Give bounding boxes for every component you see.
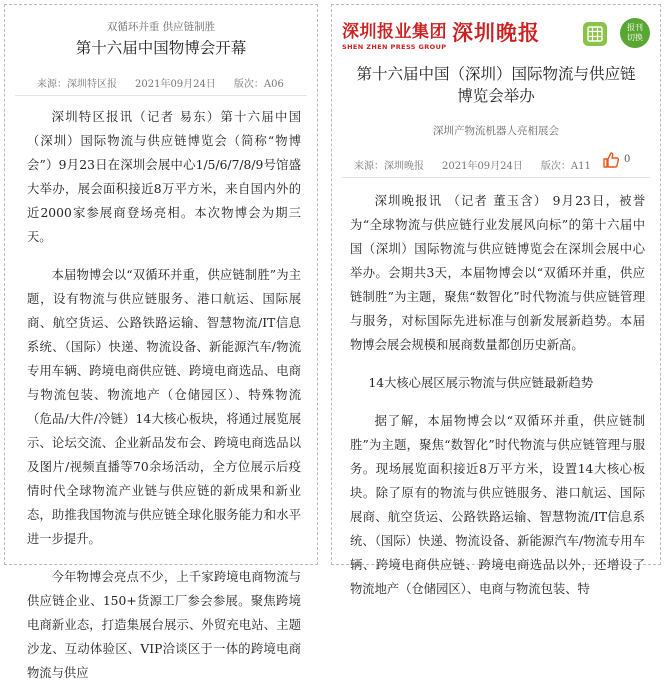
press-group-english: SHEN ZHEN PRESS GROUP (342, 43, 447, 51)
meta-page: 版次：A11 (540, 161, 591, 172)
article-subtitle: 深圳产物流机器人亮相展会 (433, 125, 559, 137)
section-heading: 14大核心展区展示物流与供应链最新趋势 (368, 376, 594, 390)
article-meta (37, 75, 302, 90)
thumbs-up-icon[interactable] (602, 151, 620, 173)
like-count: 0 (624, 154, 631, 165)
article-body (27, 105, 301, 699)
article-subtitle: 双循环并重 供应链制胜 (106, 21, 216, 33)
newspaper-masthead (342, 17, 447, 51)
paragraph: 据了解，本届物博会以“双循环并重，供应链制胜”为主题，聚焦“数智化”时代物流与供应链管理与服务。现场展览面积接近8万平方米，设置14大核心板块。除了原有的物流与供应链服务、港口航运、国际展商、航空货运、公路铁路运输、智慧物流/IT信息系统、（国际）快递、物流设备、新能源汽车/物流专用车辆、跨境电商供应链、跨境电商选品以外，还增设了物流地产（仓储园区）、电商与物流包装、特 (350, 414, 645, 596)
title-line: 第十六届中国（深圳）国际物流与供应链 (356, 65, 636, 83)
article-title: 第十六届中国物博会开幕 (75, 39, 247, 57)
meta-source: 来源：深圳晚报 (354, 161, 424, 172)
paragraph: 深圳特区报讯（记者 易东）第十六届中国（深圳）国际物流与供应链博览会（简称“物博会”）9月23日在深圳会展中心1/5/6/7/8/9号馆盛大举办，展会面积接近8万平方米，来自国内外的近2000家参展商登场亮相。本次物博会为期三天。 (27, 110, 301, 244)
press-group-logo: 深圳报业集团 (342, 22, 447, 42)
meta-date: 2021年09月24日 (135, 79, 216, 90)
meta-source: 来源：深圳特区报 (37, 79, 117, 90)
divider (342, 177, 650, 178)
switch-label-line2: 切换 (627, 33, 643, 42)
left-article-panel (4, 4, 318, 680)
divider (15, 95, 307, 96)
meta-date: 2021年09月24日 (442, 161, 523, 172)
grid-icon[interactable] (583, 22, 607, 46)
article-body (350, 189, 645, 615)
article-meta (354, 157, 609, 172)
right-article-panel (331, 4, 661, 596)
article-title (332, 63, 660, 107)
meta-page: 版次：A06 (233, 79, 284, 90)
paragraph: 深圳晚报讯 （记者 董玉含） 9月23日，被誉为“全球物流与供应链行业发展风向标”的第十六届中国（深圳）国际物流与供应链博览会在深圳会展中心举办。会期共3天，本届物博会以“双循环并重，供应链制胜”为主题，聚焦“数智化”时代物流与供应链管理与服务，对标国际先进标准与创新发展新趋势。本届物博会展会规模和展商数量都创历史新高。 (350, 194, 645, 352)
paper-switch-button[interactable] (620, 18, 650, 48)
paragraph: 今年物博会亮点不少，上千家跨境电商物流与供应链企业、150+货源工厂参会参展。聚焦跨境电商新业态，打造集展台展示、外贸充电站、主题沙龙、互动体验区、VIP洽谈区于一体的跨境电商物流与供应 (27, 570, 301, 680)
switch-label-line1: 报刊 (627, 23, 643, 32)
newspaper-logo: 深圳晚报 (452, 20, 540, 45)
paragraph: 本届物博会以“双循环并重，供应链制胜”为主题，设有物流与供应链服务、港口航运、国际展商、航空货运、公路铁路运输、智慧物流/IT信息系统、（国际）快递、物流设备、新能源汽车/物流专用车辆、跨境电商供应链、跨境电商选品、电商与物流包装、物流地产（仓储园区）、特殊物流（危品/大件/冷链）14大核心板块，将通过展览展示、论坛交流、企业新品发布会、跨境电商选品以及图片/视频直播等70余场活动，全方位展示后疫情时代全球物流产业链与供应链的新成果和新业态，助推我国物流与供应链全球化服务能力和水平进一步提升。 (27, 268, 301, 546)
title-line: 博览会举办 (457, 87, 535, 105)
